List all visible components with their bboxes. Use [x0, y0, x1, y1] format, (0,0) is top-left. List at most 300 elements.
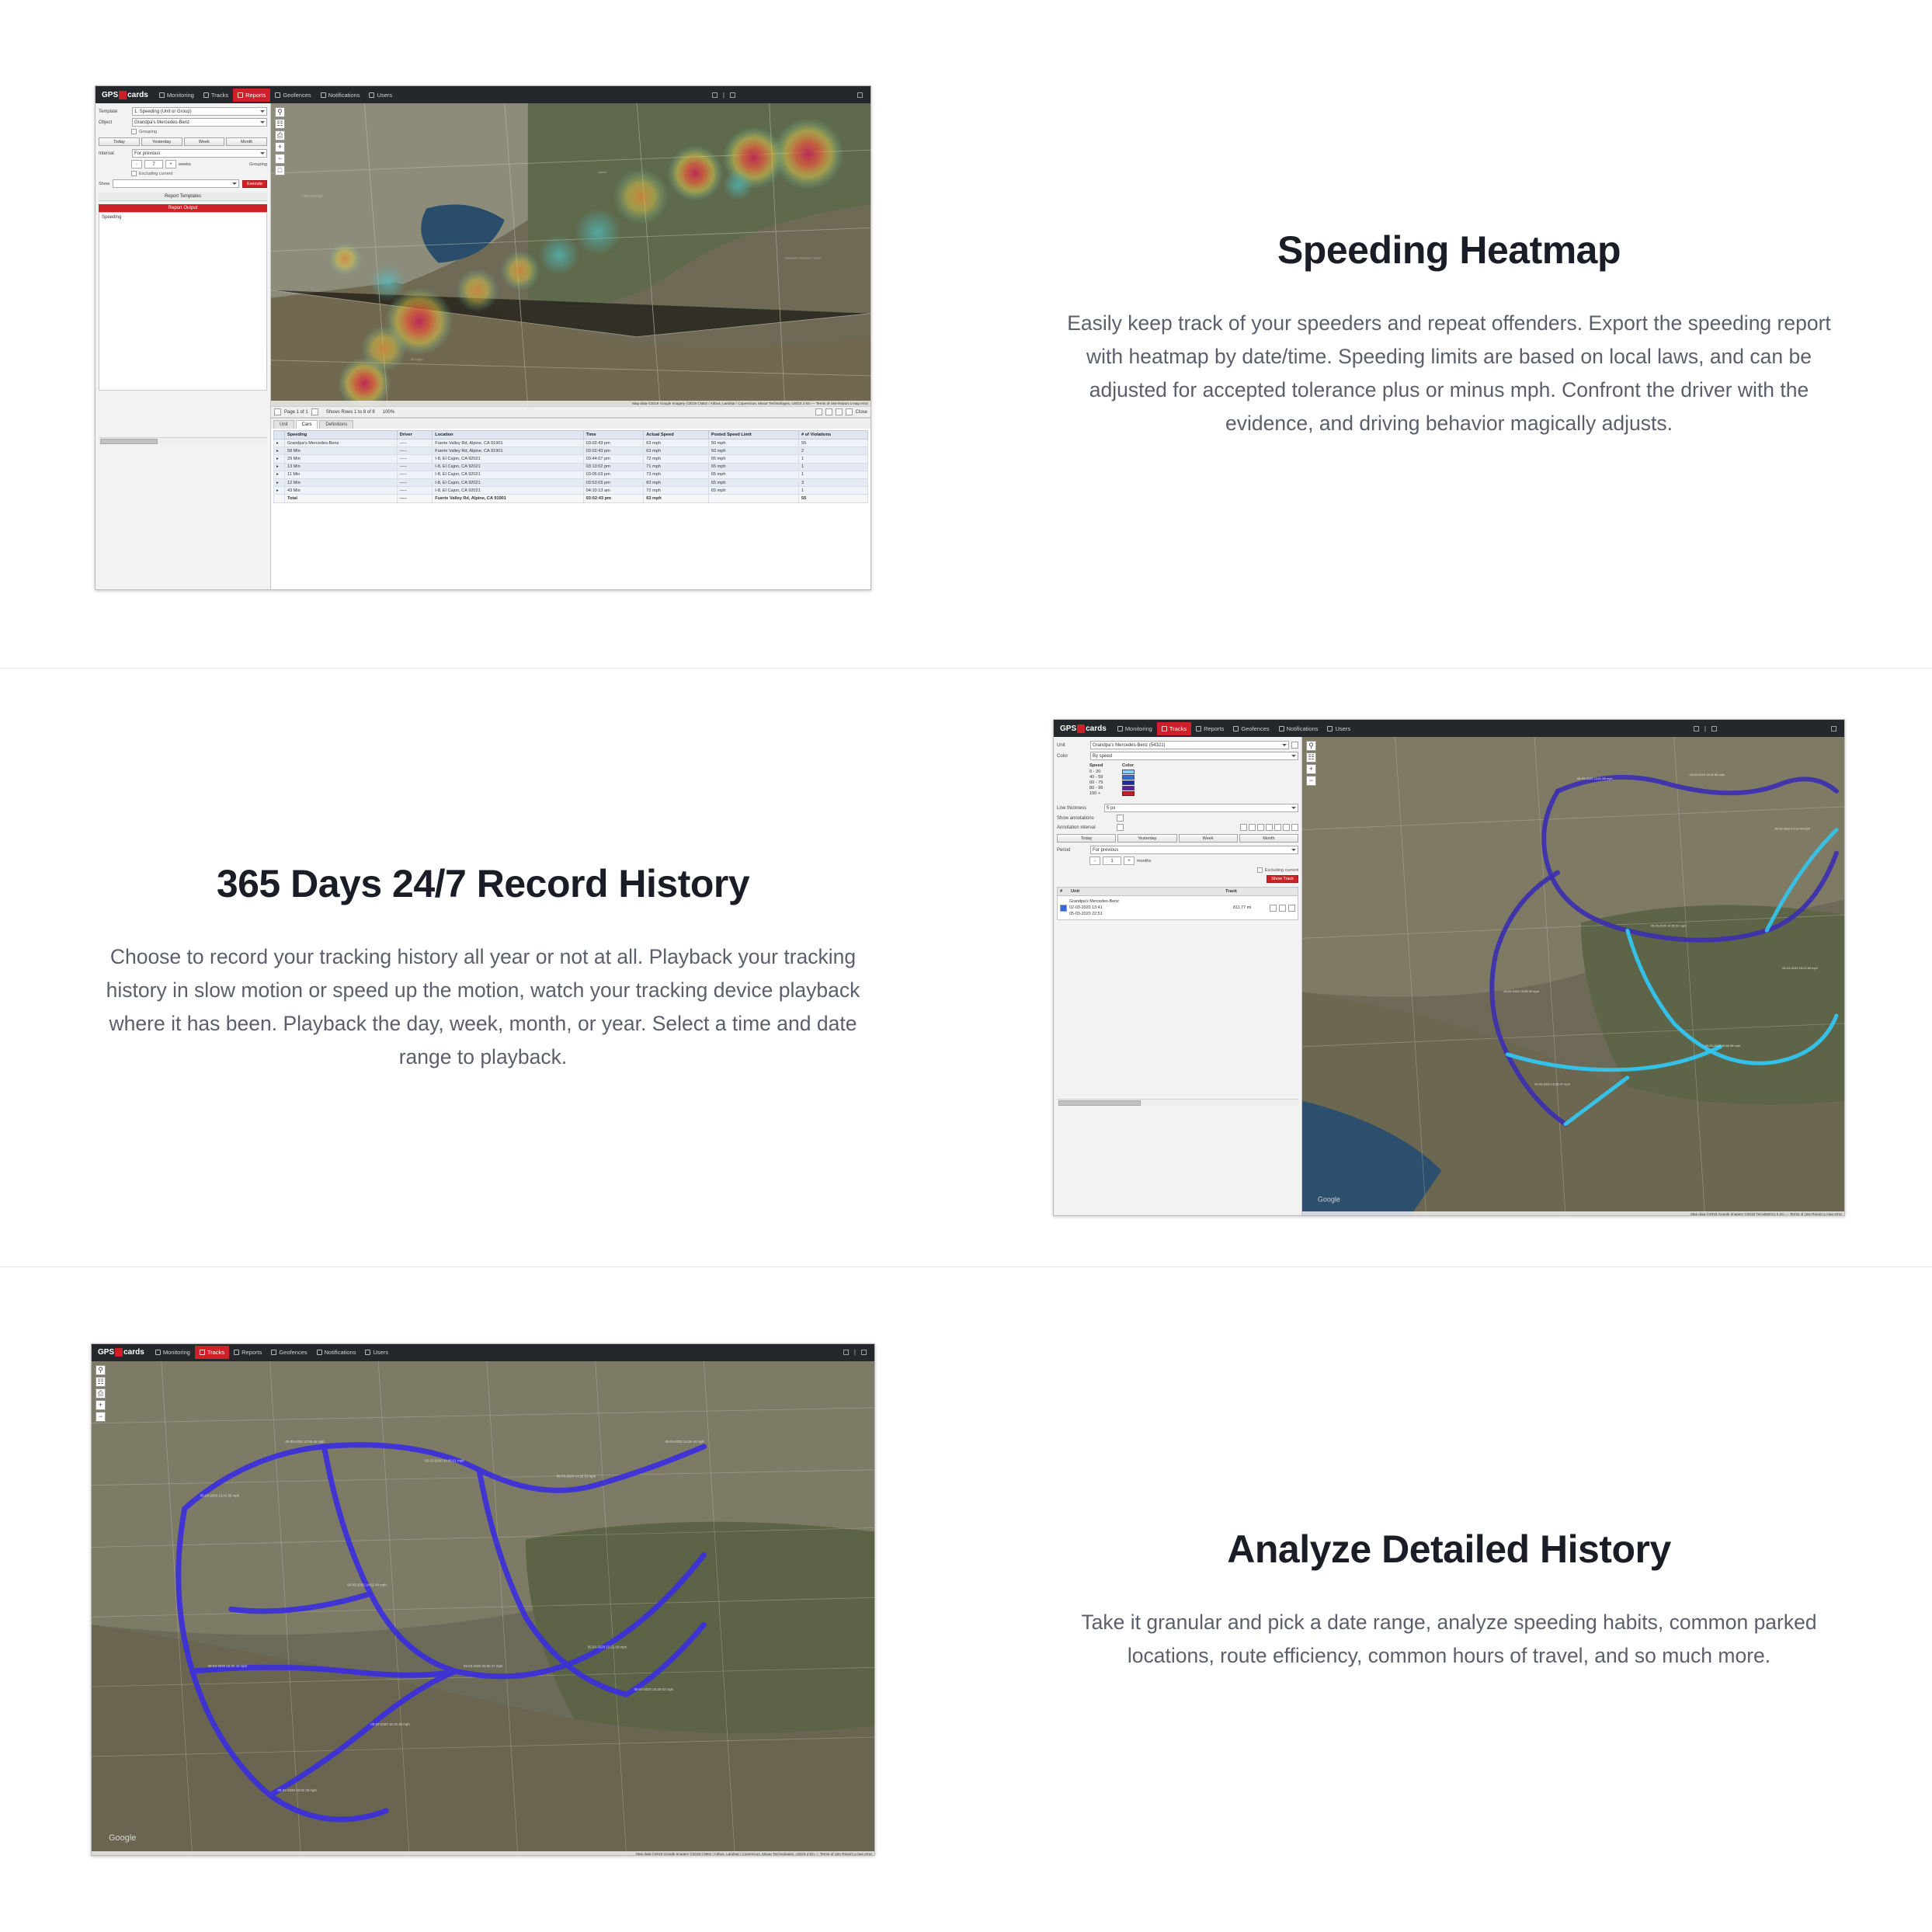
cell-driver: ----- — [397, 478, 433, 486]
cell-posted-limit: 65 mph — [708, 478, 798, 486]
report-tabs[interactable] — [271, 418, 870, 429]
map-zoom-controls[interactable] — [275, 107, 285, 175]
map-imagery — [1302, 737, 1844, 1215]
delete-track-icon[interactable] — [1288, 905, 1295, 912]
color-mode-select[interactable] — [1090, 752, 1298, 760]
unit-row[interactable] — [1057, 741, 1298, 749]
grouping-checkbox-row[interactable] — [131, 129, 267, 134]
template-list-item-speeding[interactable]: Speeding — [102, 215, 122, 220]
nav-item-notifications[interactable] — [312, 1346, 361, 1359]
zoom-to-track-icon[interactable] — [1270, 905, 1277, 912]
brand-logo[interactable]: GPS cards — [1060, 724, 1107, 733]
search-icon[interactable] — [1291, 742, 1298, 749]
interval-label: Interval — [99, 151, 114, 156]
legend-row — [1089, 780, 1298, 785]
svg-text:05-03-2020 13:52 62 mph: 05-03-2020 13:52 62 mph — [1689, 772, 1725, 777]
bell-icon — [317, 1350, 322, 1355]
first-page-icon[interactable] — [274, 408, 281, 415]
map-imagery — [92, 1361, 874, 1856]
tab-definitions[interactable]: Definitions — [319, 420, 353, 429]
period-count-input[interactable]: 1 — [1103, 857, 1121, 865]
app-window-2[interactable] — [1053, 719, 1845, 1216]
period-count-row[interactable] — [1057, 857, 1298, 865]
monitor-icon — [155, 1350, 161, 1355]
template-list[interactable] — [99, 212, 267, 391]
nav-item-reports[interactable] — [233, 89, 270, 102]
logo-mark-icon — [119, 91, 127, 99]
interval-select[interactable] — [132, 149, 267, 158]
svg-text:05-03-2020 15:05 39 mph: 05-03-2020 15:05 39 mph — [1503, 989, 1539, 994]
nav-item-tracks[interactable] — [195, 1346, 229, 1359]
cell-location: I-8, El Cajon, CA 92021 — [433, 455, 583, 463]
page-body: Take it granular and pick a date range, analyze speeding habits, common parked locations, route efficiency, common hours of travel, and so much more. — [1081, 1610, 1817, 1667]
track-visible-checkbox[interactable] — [1060, 905, 1067, 912]
svg-text:Cleveland National Forest: Cleveland National Forest — [784, 255, 821, 260]
map-print-icon[interactable]: ⎙ — [275, 130, 285, 141]
count-input[interactable]: 7 — [144, 160, 163, 169]
cell-time: 03:05:03 pm — [583, 471, 644, 478]
col-violations[interactable]: # of Violations — [798, 431, 867, 440]
exclude-current-row[interactable] — [1057, 867, 1298, 873]
cell-driver: ----- — [397, 487, 433, 495]
panel-hscrollbar[interactable] — [99, 437, 267, 444]
screenshot-track-history — [966, 719, 1932, 1216]
legend-row — [1089, 775, 1298, 780]
row-expand-icon[interactable]: ▸ — [274, 463, 285, 471]
detailed-track-map[interactable] — [92, 1361, 874, 1856]
copy-record-history — [0, 861, 966, 1074]
nav-label: Reports — [242, 1349, 262, 1356]
chevron-down-icon — [1291, 849, 1296, 851]
table-row[interactable] — [274, 440, 868, 447]
count-unit-label: weeks — [179, 162, 191, 167]
layout-icon[interactable]: | — [722, 91, 724, 99]
nav-item-users[interactable] — [360, 1346, 393, 1359]
report-toolbar[interactable] — [271, 406, 870, 418]
template-label: Template — [99, 109, 118, 114]
zoom-in-button[interactable]: + — [1306, 764, 1316, 774]
cell-time: 03:44:07 pm — [583, 455, 644, 463]
line-thickness-row[interactable] — [1057, 804, 1298, 812]
today-button[interactable]: Today — [99, 137, 140, 146]
app-window-1[interactable] — [95, 85, 871, 590]
email-icon[interactable] — [846, 408, 853, 415]
chevron-down-icon — [260, 121, 265, 123]
table-row[interactable] — [274, 447, 868, 455]
total-label: Total — [285, 495, 398, 502]
page-body: Easily keep track of your speeders and repeat offenders. Export the speeding report with heatmap by date/time. Speeding limits are based on local laws, and can be adjusted for accepted tolerance plus or minus mph. Confront the driver with the evidence, and driving behavior magically adjusts. — [1067, 311, 1831, 435]
col-time[interactable]: Time — [583, 431, 644, 440]
svg-text:05-03-2020 14:22 53 mph: 05-03-2020 14:22 53 mph — [556, 1474, 596, 1479]
nav-item-reports[interactable] — [1191, 722, 1228, 735]
user-icon — [365, 1350, 370, 1355]
col-speeding[interactable]: Speeding — [285, 431, 398, 440]
report-templates-header: Report Templates — [99, 193, 267, 201]
total-violations: 55 — [798, 495, 867, 502]
nav-item-monitoring[interactable] — [151, 1346, 195, 1359]
total-actual-speed: 63 mph — [644, 495, 709, 502]
legend-swatch — [1122, 775, 1135, 780]
svg-text:05-03-2020 14:10 44 mph: 05-03-2020 14:10 44 mph — [1774, 826, 1810, 831]
table-row[interactable] — [274, 478, 868, 486]
nav-label: Monitoring — [1124, 724, 1152, 732]
week-button[interactable]: Week — [1179, 834, 1238, 843]
legend-swatch — [1122, 770, 1135, 774]
period-select[interactable] — [1090, 846, 1298, 854]
map-layers-icon[interactable]: ☷ — [96, 1377, 106, 1387]
svg-text:05-03-2020 15:28 47 mph: 05-03-2020 15:28 47 mph — [1534, 1082, 1570, 1086]
page-title: Analyze Detailed History — [1227, 1527, 1671, 1571]
table-row[interactable] — [274, 471, 868, 478]
legend-swatch — [1122, 791, 1135, 796]
svg-text:05-03-2020 15:06 37 mph: 05-03-2020 15:06 37 mph — [464, 1663, 503, 1668]
zoom-out-button[interactable]: − — [1306, 776, 1316, 786]
panel-hscrollbar[interactable] — [1057, 1099, 1298, 1106]
copy-analyze-history — [966, 1527, 1932, 1673]
row-expand-icon[interactable]: ▸ — [274, 478, 285, 486]
quick-range-buttons[interactable] — [1057, 834, 1298, 843]
count-stepper-down[interactable]: - — [131, 160, 142, 169]
chevron-down-icon — [232, 182, 237, 185]
track-list-header — [1058, 888, 1298, 896]
legend-swatch — [1122, 786, 1135, 791]
tools-icon[interactable] — [712, 92, 718, 98]
nav-item-reports[interactable] — [229, 1346, 266, 1359]
row-expand-icon[interactable]: ▸ — [274, 447, 285, 455]
topbar-right[interactable] — [843, 1349, 871, 1356]
col-unit: Unit — [1071, 889, 1080, 894]
show-select[interactable] — [113, 179, 239, 188]
cell-actual-speed: 83 mph — [644, 478, 709, 486]
map-layers-icon[interactable]: ☷ — [1306, 752, 1316, 763]
app-topbar[interactable] — [96, 86, 870, 103]
svg-text:05-03-2020 13:55 46 mph: 05-03-2020 13:55 46 mph — [285, 1439, 325, 1444]
image-icon[interactable] — [1283, 824, 1290, 831]
week-button[interactable]: Week — [184, 137, 225, 146]
geofence-icon — [275, 92, 280, 98]
print-icon[interactable] — [836, 408, 843, 415]
nav-label: Reports — [245, 91, 266, 99]
nav-item-monitoring[interactable] — [155, 89, 199, 102]
nav-item-users[interactable] — [364, 89, 397, 102]
map-attribution: Map data ©2019 Google Imagery ©2019 CNES / Airbus, Landsat / Copernicus, Maxar Technologies, USGS 2 km — Terms of Use Report a map error — [271, 401, 870, 406]
table-total-row — [274, 495, 868, 502]
svg-text:Google: Google — [1317, 1195, 1340, 1204]
yesterday-button[interactable]: Yesterday — [141, 137, 182, 146]
tab-cars[interactable]: Cars — [296, 420, 318, 429]
template-select[interactable] — [132, 107, 267, 116]
row-expand-icon[interactable]: ▸ — [274, 455, 285, 463]
zoom-in-button[interactable]: + — [96, 1400, 106, 1410]
zoom-out-button[interactable]: − — [96, 1412, 106, 1422]
section-analyze-history — [0, 1267, 1932, 1931]
total-posted-limit — [708, 495, 798, 502]
logout-icon[interactable] — [1831, 726, 1836, 731]
table-row[interactable] — [274, 455, 868, 463]
time-icon[interactable] — [1257, 824, 1264, 831]
nav-item-notifications[interactable] — [1274, 722, 1323, 735]
tools-icon[interactable] — [843, 1350, 849, 1355]
scrollbar-thumb[interactable] — [100, 439, 158, 444]
alerts-icon[interactable] — [1711, 726, 1717, 731]
report-form-panel[interactable] — [96, 103, 271, 590]
heatmap-map[interactable] — [271, 103, 870, 406]
cell-location: I-8, El Cajon, CA 92021 — [433, 471, 583, 478]
line-thickness-label: Line thickness — [1057, 805, 1087, 811]
track-map[interactable] — [1302, 737, 1844, 1216]
nav-item-tracks[interactable] — [1157, 722, 1191, 735]
nav-label: Tracks — [207, 1349, 225, 1356]
total-driver: ----- — [397, 495, 433, 502]
page-title: Speeding Heatmap — [1277, 228, 1621, 273]
nav-label: Notifications — [1286, 724, 1319, 732]
map-attribution: Map data ©2019 Google Imagery ©2019 TerraMetrics 5 km — Terms of Use Report a map error — [1302, 1211, 1844, 1216]
interval-value: For previous — [134, 151, 161, 156]
exclude-current-row[interactable] — [131, 171, 267, 176]
template-row[interactable] — [99, 107, 267, 116]
color-row[interactable] — [1057, 752, 1298, 760]
nav-item-geofences[interactable] — [270, 89, 315, 102]
layout-icon[interactable]: | — [853, 1349, 856, 1356]
zoom-in-button[interactable]: + — [275, 142, 285, 152]
show-annotations-row[interactable] — [1057, 815, 1298, 822]
nav-label: Monitoring — [162, 1349, 190, 1356]
count-stepper-up[interactable]: + — [165, 160, 176, 169]
map-zoom-controls[interactable] — [1306, 741, 1316, 786]
zoom-select[interactable]: 100% — [382, 409, 395, 415]
nav-item-monitoring[interactable] — [1113, 722, 1157, 735]
cell-actual-speed: 72 mph — [644, 487, 709, 495]
month-button[interactable]: Month — [226, 137, 267, 146]
template-value: 1. Speeding (Unit or Group) — [134, 109, 192, 114]
user-icon — [369, 92, 374, 98]
exclude-current-checkbox[interactable] — [1257, 867, 1263, 873]
page-indicator: Page 1 of 1 — [284, 409, 308, 415]
row-expand-icon[interactable]: ▸ — [274, 440, 285, 447]
cell-location: Fuerte Valley Rd, Alpine, CA 91901 — [433, 447, 583, 455]
alerts-icon[interactable] — [730, 92, 735, 98]
layout-icon[interactable]: | — [1704, 724, 1706, 732]
show-track-button[interactable]: Show Track — [1267, 875, 1298, 883]
list-item[interactable] — [1058, 896, 1298, 919]
grouping-label: Grouping — [248, 162, 267, 167]
cell-speeding: 29 Min — [285, 455, 398, 463]
svg-text:05-03-2020 16:20 60 mph: 05-03-2020 16:20 60 mph — [1782, 966, 1818, 971]
map-search-icon[interactable]: ⚲ — [1306, 741, 1316, 751]
unit-select[interactable] — [1090, 741, 1289, 749]
cell-violations: 2 — [798, 447, 867, 455]
object-row[interactable] — [99, 118, 267, 127]
map-search-icon[interactable]: ⚲ — [96, 1365, 106, 1375]
cell-time: 03:02:43 pm — [583, 440, 644, 447]
flag-icon[interactable] — [1291, 824, 1298, 831]
nav-label: Tracks — [1169, 724, 1187, 732]
tracks-icon — [203, 92, 209, 98]
exclude-current-label: Excluding current — [1264, 867, 1298, 873]
section-record-history — [0, 669, 1932, 1267]
row-expand-icon[interactable]: ▸ — [274, 471, 285, 478]
topbar-right[interactable] — [712, 92, 867, 99]
legend-range: 100 + — [1089, 791, 1101, 796]
nav-item-users[interactable] — [1322, 722, 1355, 735]
cell-time: 03:53:03 pm — [583, 478, 644, 486]
chevron-down-icon — [1291, 807, 1296, 809]
tab-unit[interactable]: Unit — [273, 420, 294, 429]
period-stepper-down[interactable]: - — [1089, 857, 1100, 865]
cell-violations: 1 — [798, 487, 867, 495]
map-attribution: Map data ©2019 Google Imagery ©2019 CNES / Airbus, Landsat / Copernicus, Maxar Technologies, USGS 2 km — Terms of Use Report a map error — [92, 1851, 874, 1856]
row-expand-icon[interactable]: ▸ — [274, 487, 285, 495]
interval-row[interactable] — [99, 149, 267, 158]
scrollbar-thumb[interactable] — [1058, 1100, 1141, 1106]
line-thickness-select[interactable] — [1104, 804, 1298, 812]
map-fullscreen-icon[interactable]: □ — [275, 165, 285, 175]
cell-driver: ----- — [397, 447, 433, 455]
svg-text:05-03-2020 14:52 44 mph: 05-03-2020 14:52 44 mph — [347, 1582, 387, 1586]
next-page-icon[interactable] — [311, 408, 318, 415]
cell-violations: 1 — [798, 463, 867, 471]
nav-item-tracks[interactable] — [199, 89, 233, 102]
marker-icon[interactable] — [1240, 824, 1247, 831]
exclude-current-checkbox[interactable] — [131, 171, 137, 176]
table-header-row — [274, 431, 868, 440]
svg-text:05-03-2020 16:35 52 mph: 05-03-2020 16:35 52 mph — [634, 1687, 673, 1691]
track-date-to: 05-03-2020 22:51 — [1069, 912, 1103, 917]
grouping-checkbox[interactable] — [131, 129, 137, 134]
map-zoom-controls[interactable] — [96, 1365, 106, 1422]
nav-label: Tracks — [210, 91, 229, 99]
brand-logo[interactable]: GPS cards — [98, 1348, 144, 1357]
annotation-interval-row[interactable] — [1057, 824, 1298, 831]
tracks-icon — [1162, 726, 1167, 731]
legend-row — [1089, 786, 1298, 791]
grouping-option-label: Grouping — [139, 129, 158, 134]
brand-logo[interactable]: GPS cards — [102, 90, 148, 99]
logout-icon[interactable] — [857, 92, 863, 98]
page-title: 365 Days 24/7 Record History — [216, 862, 750, 906]
execute-button[interactable]: Execute — [242, 180, 267, 188]
col-track: Track — [1225, 889, 1238, 894]
track-date-from: 02-03-2020 13:41 — [1069, 905, 1103, 911]
col-index: # — [1060, 889, 1063, 894]
tools-icon[interactable] — [1694, 726, 1699, 731]
interval-count-row[interactable] — [99, 160, 267, 169]
today-button[interactable]: Today — [1057, 834, 1116, 843]
period-stepper-up[interactable]: + — [1124, 857, 1135, 865]
track-list[interactable] — [1057, 887, 1298, 920]
svg-text:Alpine: Alpine — [598, 170, 607, 175]
svg-text:05-03-2020 15:40 42 mph: 05-03-2020 15:40 42 mph — [207, 1663, 248, 1668]
unit-value: Grandpa's Mercedes-Benz (54321) — [1093, 742, 1166, 748]
play-track-icon[interactable] — [1279, 905, 1286, 912]
nav-label: Users — [377, 91, 393, 99]
show-label: Show — [99, 181, 109, 186]
map-layers-icon[interactable]: ☷ — [275, 119, 285, 129]
col-location[interactable]: Location — [433, 431, 583, 440]
nav-label: Monitoring — [166, 91, 194, 99]
col-driver[interactable]: Driver — [397, 431, 433, 440]
topbar-right[interactable] — [1694, 725, 1841, 732]
total-time: 03:02:43 pm — [583, 495, 644, 502]
app-topbar[interactable] — [92, 1344, 874, 1361]
cell-speeding: 13 Min — [285, 463, 398, 471]
svg-text:Google: Google — [108, 1833, 137, 1843]
color-mode-value: By speed — [1093, 753, 1113, 759]
cell-driver: ----- — [397, 463, 433, 471]
speed-icon[interactable] — [1249, 824, 1256, 831]
period-row[interactable] — [1057, 846, 1298, 854]
app-window-3[interactable] — [91, 1343, 875, 1856]
nav-item-notifications[interactable] — [316, 89, 365, 102]
annotation-interval-checkbox[interactable] — [1117, 824, 1124, 831]
col-actual-speed[interactable]: Actual Speed — [644, 431, 709, 440]
legend-range: 40 - 59 — [1089, 775, 1103, 780]
quick-range-buttons[interactable] — [99, 137, 267, 146]
cell-location: I-8, El Cajon, CA 92021 — [433, 478, 583, 486]
export-pdf-icon[interactable] — [815, 408, 822, 415]
speeding-report-table[interactable] — [273, 430, 868, 503]
geofence-icon — [1233, 726, 1239, 731]
nav-item-geofences[interactable] — [266, 1346, 311, 1359]
legend-row — [1089, 770, 1298, 774]
col-posted-limit[interactable]: Posted Speed Limit — [708, 431, 798, 440]
expand-col-header — [274, 431, 285, 440]
nav-label: Geofences — [279, 1349, 308, 1356]
table-row[interactable] — [274, 487, 868, 495]
cell-actual-speed: 73 mph — [644, 471, 709, 478]
nav-label: Notifications — [324, 1349, 356, 1356]
show-execute-row[interactable] — [99, 179, 267, 188]
zoom-out-button[interactable]: − — [275, 154, 285, 164]
yesterday-button[interactable]: Yesterday — [1117, 834, 1176, 843]
page-body: Choose to record your tracking history all year or not at all. Playback your tracking history in slow motion or speed up the motion, watch your tracking device playback where it has been. Playback the day, week, month, or year. Select a time and date range to playback. — [106, 945, 860, 1069]
address-icon[interactable] — [1266, 824, 1273, 831]
cell-time: 03:02:43 pm — [583, 447, 644, 455]
nav-label: Users — [373, 1349, 389, 1356]
export-excel-icon[interactable] — [825, 408, 832, 415]
cell-location: Fuerte Valley Rd, Alpine, CA 91901 — [433, 440, 583, 447]
annotation-icon-row[interactable] — [1240, 824, 1298, 831]
object-label: Object — [99, 120, 113, 125]
map-print-icon[interactable]: ⎙ — [96, 1388, 106, 1399]
alerts-icon[interactable] — [861, 1350, 867, 1355]
tracks-form-panel[interactable] — [1054, 737, 1302, 1216]
show-annotations-checkbox[interactable] — [1117, 815, 1124, 822]
nav-item-geofences[interactable] — [1228, 722, 1274, 735]
svg-text:05-03-2020 15:21 59 mph: 05-03-2020 15:21 59 mph — [587, 1644, 627, 1649]
close-report-button[interactable]: Close — [855, 409, 867, 415]
nav-label: Notifications — [328, 91, 360, 99]
map-search-icon[interactable]: ⚲ — [275, 107, 285, 117]
cell-driver: ----- — [397, 471, 433, 478]
app-topbar[interactable] — [1054, 720, 1844, 737]
svg-text:Lake Jennings: Lake Jennings — [302, 193, 322, 198]
nav-label: Users — [1335, 724, 1351, 732]
svg-text:05-03-2020 15:55 55 mph: 05-03-2020 15:55 55 mph — [1704, 1043, 1741, 1048]
legend-speed-header: Speed — [1089, 763, 1103, 768]
legend-color-header: Color — [1122, 763, 1135, 768]
month-button[interactable]: Month — [1239, 834, 1298, 843]
nav-label: Reports — [1204, 724, 1225, 732]
table-row[interactable] — [274, 463, 868, 471]
bell-icon — [321, 92, 326, 98]
svg-text:05-03-2020 14:36 40 mph: 05-03-2020 14:36 40 mph — [665, 1439, 704, 1444]
object-select[interactable] — [132, 118, 267, 127]
nav-label: Geofences — [1241, 724, 1270, 732]
map-imagery — [271, 103, 870, 406]
logo-mark-icon — [1077, 724, 1085, 733]
sensor-icon[interactable] — [1274, 824, 1281, 831]
